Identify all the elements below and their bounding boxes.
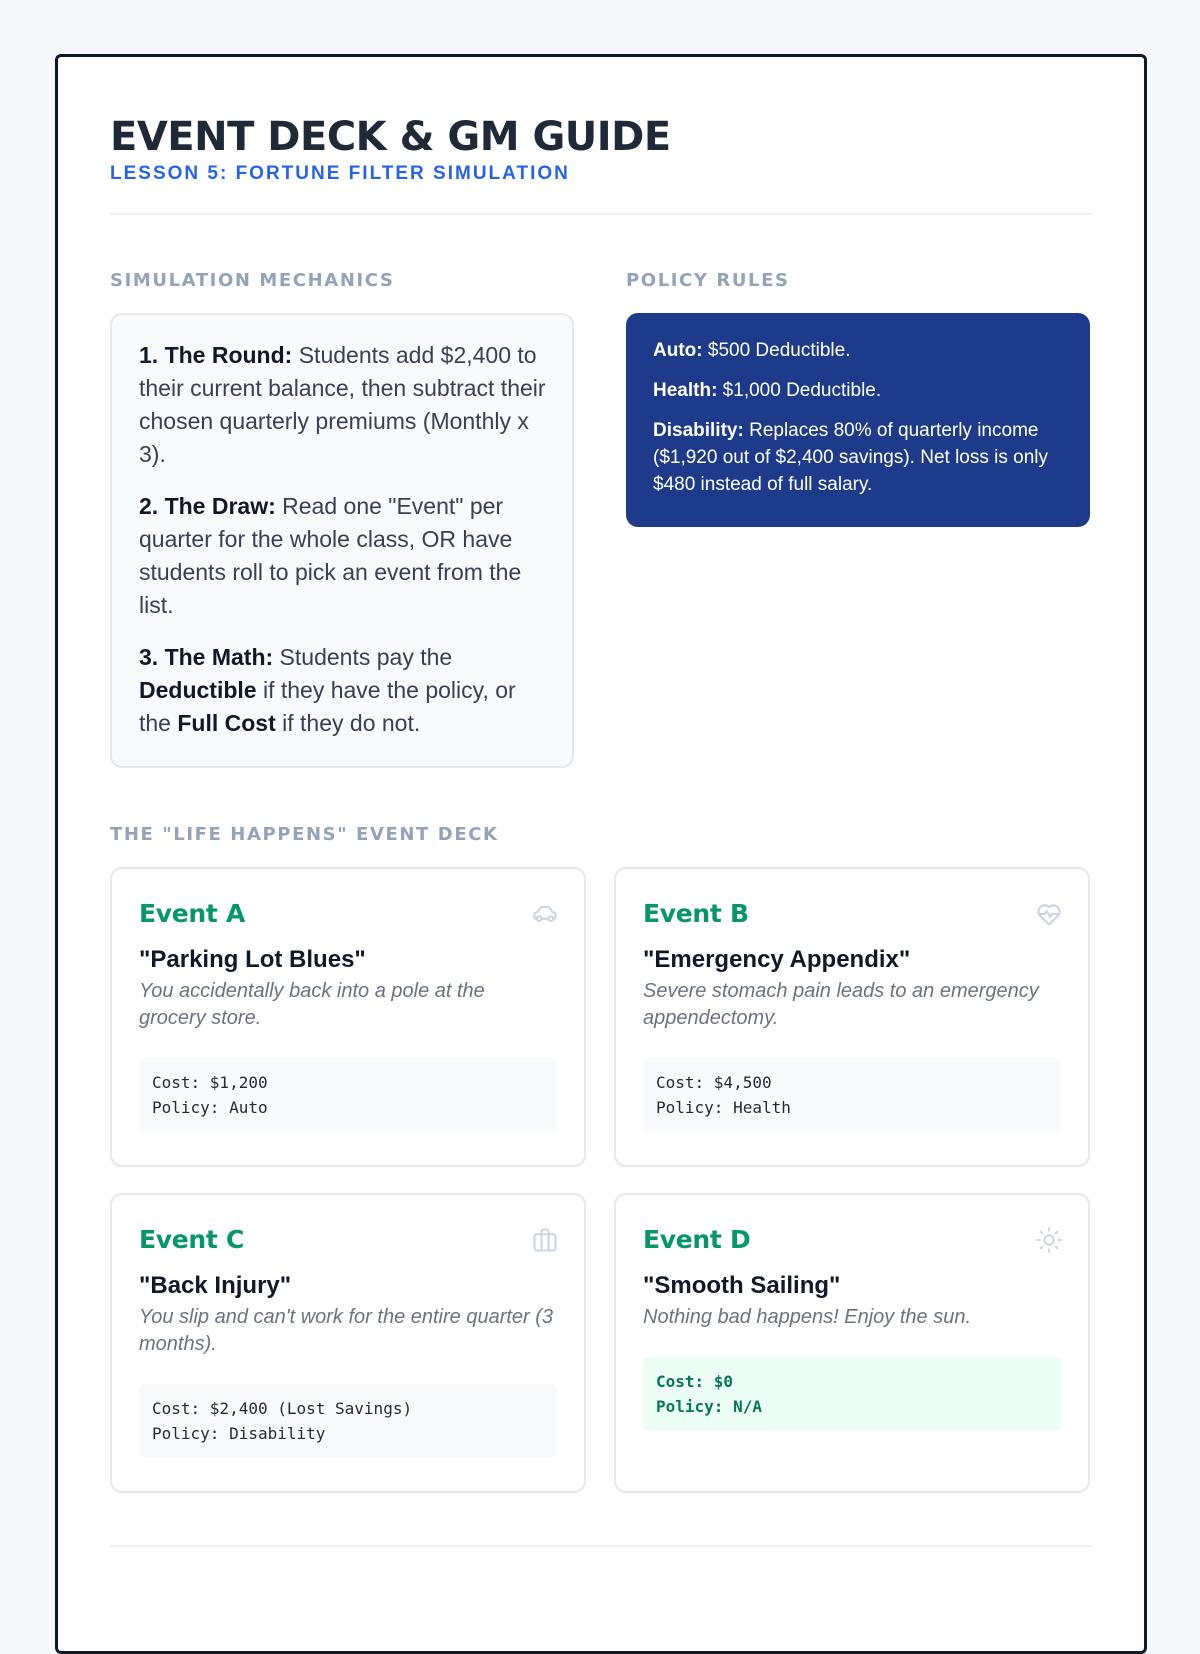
policy-item-text: $1,000 Deductible. <box>717 380 882 401</box>
event-cost: Cost: $1,200 <box>152 1073 268 1092</box>
mechanics-item-text: Read one "Event" per quarter for the whole class, OR have students roll to pick an event from the list. <box>139 493 522 618</box>
event-description: Nothing bad happens! Enjoy the sun. <box>643 1306 972 1328</box>
event-policy: Policy: Health <box>656 1098 791 1117</box>
policy-column <box>626 270 1090 768</box>
footer-divider <box>110 1545 1092 1547</box>
event-cost-box <box>139 1384 557 1458</box>
mechanics-label: SIMULATION MECHANICS <box>110 270 395 291</box>
policy-item-health <box>653 377 1064 404</box>
policy-item-lead: Disability: <box>653 420 744 441</box>
card-header <box>139 899 557 928</box>
mechanics-item-lead: 1. The Round: <box>139 342 293 368</box>
event-policy: Policy: N/A <box>656 1397 762 1416</box>
event-description: You accidentally back into a pole at the grocery store. <box>139 980 485 1029</box>
event-deck <box>110 867 1092 1493</box>
mechanics-item-text: if they have the policy, or the <box>139 677 516 736</box>
event-label: Event B <box>643 899 749 928</box>
card-header <box>139 1225 557 1254</box>
event-card-c <box>110 1193 586 1493</box>
mechanics-item-text: Students pay the <box>273 644 453 670</box>
event-label: Event D <box>643 1225 751 1254</box>
page-subtitle: LESSON 5: FORTUNE FILTER SIMULATION <box>110 163 570 184</box>
policy-item-lead: Auto: <box>653 340 703 361</box>
policy-label: POLICY RULES <box>626 270 790 291</box>
policy-rules-box <box>626 313 1090 527</box>
event-title: "Parking Lot Blues" <box>139 946 366 973</box>
policy-item-text: Replaces 80% of quarterly income ($1,920 out of $2,400 savings). Net loss is only $480 instead of full salary. <box>653 420 1049 495</box>
event-description: Severe stomach pain leads to an emergency appendectomy. <box>643 980 1039 1029</box>
card-header <box>643 899 1061 928</box>
heart-pulse-icon <box>1035 900 1063 928</box>
event-deck-label: THE "LIFE HAPPENS" EVENT DECK <box>110 824 499 845</box>
mechanics-item-lead: 3. The Math: <box>139 644 274 670</box>
mechanics-item-lead: 2. The Draw: <box>139 493 276 519</box>
sun-icon <box>1035 1226 1063 1254</box>
event-title: "Emergency Appendix" <box>643 946 911 973</box>
mechanics-item-draw <box>139 490 546 622</box>
event-policy: Policy: Disability <box>152 1424 326 1443</box>
event-label: Event A <box>139 899 246 928</box>
header-divider <box>110 213 1092 215</box>
mechanics-column <box>110 270 574 768</box>
event-cost: Cost: $2,400 (Lost Savings) <box>152 1399 413 1418</box>
event-cost-box <box>139 1058 557 1132</box>
policy-item-disability <box>653 417 1064 498</box>
policy-item-auto <box>653 337 1064 364</box>
card-header <box>643 1225 1061 1254</box>
top-section <box>110 270 1092 768</box>
mechanics-item-round <box>139 339 546 471</box>
deductible-term: Deductible <box>139 677 257 703</box>
car-icon <box>531 900 559 928</box>
full-cost-term: Full Cost <box>177 710 276 736</box>
event-title: "Smooth Sailing" <box>643 1272 841 1299</box>
event-cost: Cost: $4,500 <box>656 1073 772 1092</box>
event-policy: Policy: Auto <box>152 1098 268 1117</box>
event-card-a <box>110 867 586 1167</box>
policy-item-lead: Health: <box>653 380 718 401</box>
briefcase-icon <box>531 1226 559 1254</box>
event-label: Event C <box>139 1225 245 1254</box>
event-cost-box <box>643 1058 1061 1132</box>
page-title: EVENT DECK & GM GUIDE <box>110 114 671 160</box>
event-card-d <box>614 1193 1090 1493</box>
mechanics-item-text: if they do not. <box>275 710 421 736</box>
policy-item-text: $500 Deductible. <box>702 340 851 361</box>
event-card-b <box>614 867 1090 1167</box>
event-title: "Back Injury" <box>139 1272 292 1299</box>
event-description: You slip and can't work for the entire quarter (3 months). <box>139 1306 554 1355</box>
event-cost: Cost: $0 <box>656 1372 734 1391</box>
mechanics-box <box>110 313 574 768</box>
guide-sheet <box>55 54 1147 1654</box>
event-cost-box <box>643 1357 1061 1431</box>
mechanics-item-text: Students add $2,400 to their current balance, then subtract their chosen quarterly premiums (Monthly x 3). <box>139 342 546 467</box>
mechanics-item-math <box>139 641 546 740</box>
